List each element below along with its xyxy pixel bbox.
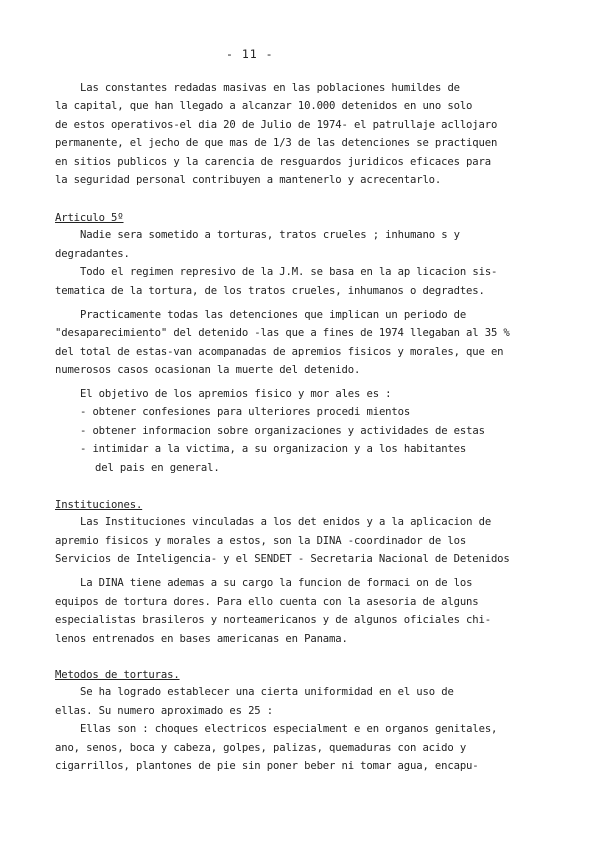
list-item: - obtener informacion sobre organizaciones y actividades de estas [80, 425, 485, 437]
body-line: Ellas son : choques electricos especialment e en organos genitales, [80, 723, 498, 735]
body-line: apremio fisicos y morales a estos, son la DINA -coordinador de los [55, 535, 467, 547]
list-item: del pais en general. [95, 462, 220, 474]
body-line: tematica de la tortura, de los tratos crueles, inhumanos o degradtes. [55, 285, 485, 297]
body-line: en sitios publicos y la carencia de resguardos juridicos eficaces para [55, 156, 491, 168]
body-line: El objetivo de los apremios fisico y mor ales es : [80, 388, 392, 400]
body-line: ellas. Su numero aproximado es 25 : [55, 705, 273, 717]
body-line: Se ha logrado establecer una cierta uniformidad en el uso de [80, 686, 454, 698]
body-line: "desaparecimiento" del detenido -las que a fines de 1974 llegaban al 35 % [55, 327, 510, 339]
body-line: cigarrillos, plantones de pie sin poner beber ni tomar agua, encapu- [55, 760, 479, 772]
body-line: de estos operativos-el dia 20 de Julio de 1974- el patrullaje acllojaro [55, 119, 498, 131]
body-line: la seguridad personal contribuyen a mantenerlo y acrecentarlo. [55, 174, 442, 186]
body-line: Servicios de Inteligencia- y el SENDET - Secretaria Nacional de Detenidos [55, 553, 510, 565]
body-line: permanente, el jecho de que mas de 1/3 de las detenciones se practiquen [55, 137, 498, 149]
body-line: degradantes. [55, 248, 130, 260]
section-heading: Metodos de torturas. [55, 669, 180, 681]
list-item: - intimidar a la victima, a su organizacion y a los habitantes [80, 443, 467, 455]
body-line: Todo el regimen represivo de la J.M. se basa en la ap licacion sis- [80, 266, 498, 278]
section-heading: Instituciones. [55, 499, 143, 511]
body-line: numerosos casos ocasionan la muerte del detenido. [55, 364, 361, 376]
body-line: del total de estas-van acompanadas de apremios fisicos y morales, que en [55, 346, 504, 358]
body-line: equipos de tortura dores. Para ello cuenta con la asesoria de alguns [55, 596, 479, 608]
body-line: la capital, que han llegado a alcanzar 10.000 detenidos en uno solo [55, 100, 473, 112]
body-line: Practicamente todas las detenciones que implican un periodo de [80, 309, 467, 321]
body-line: Las Instituciones vinculadas a los det enidos y a la aplicacion de [80, 516, 492, 528]
body-line: lenos entrenados en bases americanas en Panama. [55, 633, 348, 645]
body-line: ano, senos, boca y cabeza, golpes, palizas, quemaduras con acido y [55, 742, 467, 754]
list-item: - obtener confesiones para ulteriores procedi mientos [80, 406, 411, 418]
section-heading: Articulo 5º [55, 212, 124, 224]
page-number: - 11 - [226, 47, 274, 61]
body-line: La DINA tiene ademas a su cargo la funcion de formaci on de los [80, 577, 473, 589]
body-line: Las constantes redadas masivas en las poblaciones humildes de [80, 82, 460, 94]
body-line: Nadie sera sometido a torturas, tratos crueles ; inhumano s y [80, 229, 460, 241]
body-line: especialistas brasileros y norteamericanos y de algunos oficiales chi- [55, 614, 491, 626]
